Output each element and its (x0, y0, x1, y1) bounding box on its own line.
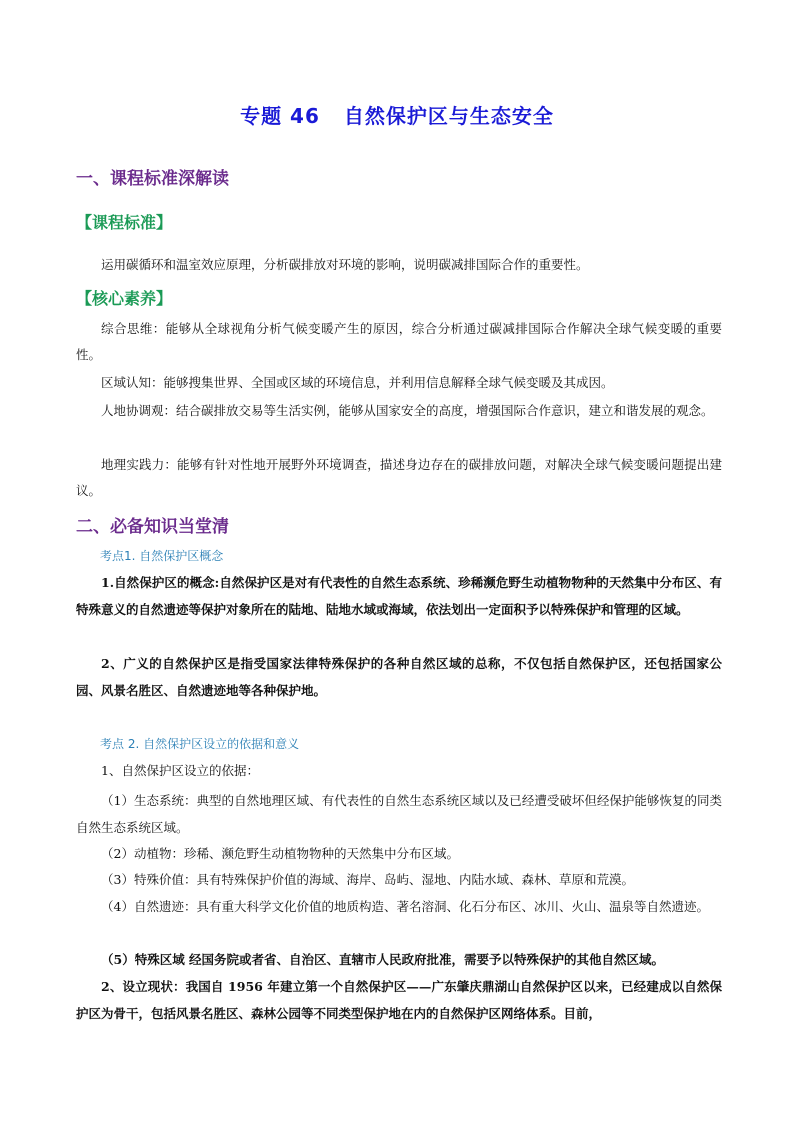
section-heading-knowledge: 二、必备知识当堂清 (76, 517, 229, 537)
section-heading-curriculum: 一、课程标准深解读 (76, 169, 229, 189)
basis-item: （1）生态系统：典型的自然地理区域、有代表性的自然生态系统区域以及已经遭受破坏但经保护能够恢复的同类自然生态系统区域。 (76, 793, 722, 835)
basis-item: （4）自然遗迹：具有重大科学文化价值的地质构造、著名溶洞、化石分布区、冰川、火山、温泉等自然遗迹。 (101, 899, 709, 914)
literacy-item: 人地协调观：结合碳排放交易等生活实例，能够从国家安全的高度，增强国际合作意识，建立和谐发展的观念。 (101, 403, 714, 418)
heading-curriculum-standard: 【课程标准】 (76, 213, 173, 232)
point1-para: 2、广义的自然保护区是指受国家法律特殊保护的各种自然区域的总称，不仅包括自然保护区，还包括国家公园、风景名胜区、自然遗迹地等各种保护地。 (76, 656, 722, 698)
page-title (0, 100, 794, 129)
literacy-item: 地理实践力：能够有针对性地开展野外环境调查，描述身边存在的碳排放问题，对解决全球气候变暖问题提出建议。 (76, 457, 722, 498)
point1-heading: 考点1. 自然保护区概念 (100, 549, 224, 563)
point1-para: 1.自然保护区的概念:自然保护区是对有代表性的自然生态系统、珍稀濒危野生动植物物种的天然集中分布区、有特殊意义的自然遗迹等保护对象所在的陆地、陆地水域或海域，依法划出一定面积予以特殊保护和管理的区域。 (76, 575, 722, 617)
point2-heading: 考点 2. 自然保护区设立的依据和意义 (100, 737, 300, 751)
status-para: 2、设立现状：我国自 1956 年建立第一个自然保护区——广东肇庆鼎湖山自然保护区以来，已经建成以自然保护区为骨干，包括风景名胜区、森林公园等不同类型保护地在内的自然保护区网络体系。目前， (76, 979, 722, 1021)
basis-item: （5）特殊区域 经国务院或者省、自治区、直辖市人民政府批准，需要予以特殊保护的其他自然区域。 (101, 952, 665, 967)
basis-title: 1、自然保护区设立的依据： (101, 763, 259, 778)
literacy-item: 区域认知：能够搜集世界、全国或区域的环境信息，并利用信息解释全球气候变暖及其成因。 (101, 375, 614, 390)
literacy-item: 综合思维：能够从全球视角分析气候变暖产生的原因，综合分析通过碳减排国际合作解决全球气候变暖的重要性。 (76, 321, 722, 362)
heading-core-literacy: 【核心素养】 (76, 289, 173, 308)
basis-item: （3）特殊价值：具有特殊保护价值的海域、海岸、岛屿、湿地、内陆水域、森林、草原和荒漠。 (101, 872, 634, 887)
basis-item: （2）动植物：珍稀、濒危野生动植物物种的天然集中分布区域。 (101, 846, 459, 861)
standard-text: 运用碳循环和温室效应原理，分析碳排放对环境的影响，说明碳减排国际合作的重要性。 (101, 257, 589, 272)
topic-title: 自然保护区与生态安全 (343, 104, 554, 128)
topic-number: 专题 46 (240, 104, 320, 128)
